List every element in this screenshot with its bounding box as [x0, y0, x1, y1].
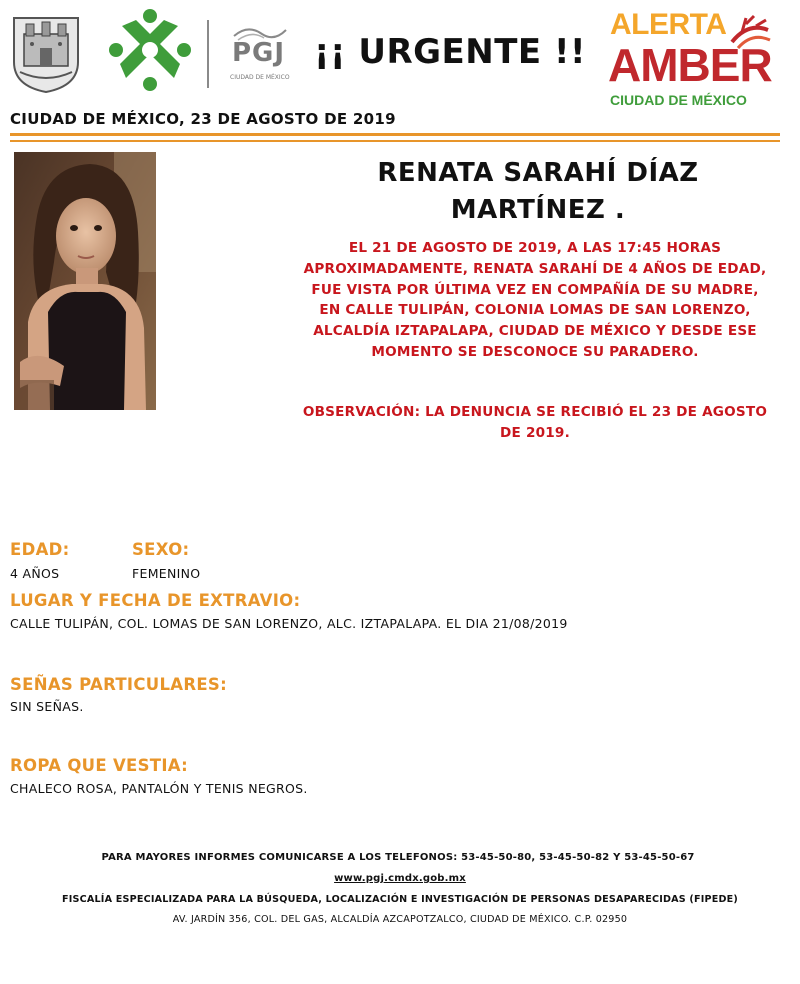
age-value: 4 AÑOS: [10, 566, 60, 581]
header-rule-top: [10, 133, 780, 136]
amber-alerta-text: ALERTA: [610, 8, 727, 41]
sex-value: FEMENINO: [132, 566, 201, 581]
place-value: CALLE TULIPÁN, COL. LOMAS DE SAN LORENZO, ALC. IZTAPALAPA. EL DIA 21/08/2019: [10, 616, 568, 631]
missing-person-name: [328, 155, 748, 229]
marks-value: SIN SEÑAS.: [10, 699, 84, 714]
footer-phones: PARA MAYORES INFORMES COMUNICARSE A LOS TELEFONOS: 53-45-50-80, 53-45-50-82 Y 53-45-50-67: [101, 852, 695, 863]
amber-city-text: CIUDAD DE MÉXICO: [610, 92, 747, 108]
missing-person-photo: [14, 152, 156, 410]
clothes-label: ROPA QUE VESTIA:: [10, 756, 189, 775]
marks-label: SEÑAS PARTICULARES:: [10, 675, 228, 694]
footer-address: AV. JARDÍN 356, COL. DEL GAS, ALCALDÍA AZCAPOTZALCO, CIUDAD DE MÉXICO. C.P. 02950: [172, 914, 628, 925]
alerta-amber-logo-icon: [606, 8, 790, 112]
city-seal-icon: [10, 12, 82, 94]
incident-description: EL 21 DE AGOSTO DE 2019, A LAS 17:45 HORAS APROXIMADAMENTE, RENATA SARAHÍ DE 4 AÑOS DE EDAD, FUE VISTA POR ÚLTIMA VEZ EN COMPAÑÍA DE SU MADRE, EN CALLE TULIPÁN, COLONIA LOMAS DE SAN LORENZO, ALCALDÍA IZTAPALAPA, CIUDAD DE MÉXICO Y DESDE ESE MOMENTO SE DESCONOCE SU PARADERO.: [303, 240, 767, 360]
cdmx-logo-icon: [106, 6, 194, 94]
name-line-2: MARTÍNEZ .: [450, 195, 626, 225]
footer-website-link[interactable]: www.pgj.cmdx.gob.mx: [334, 873, 466, 884]
header-divider: [207, 20, 209, 88]
age-label: EDAD:: [10, 540, 70, 559]
sex-label: SEXO:: [132, 540, 190, 559]
urgent-heading: ¡¡ URGENTE !!: [314, 32, 586, 72]
place-label: LUGAR Y FECHA DE EXTRAVIO:: [10, 591, 301, 610]
observation-note: OBSERVACIÓN: LA DENUNCIA SE RECIBIÓ EL 23 DE AGOSTO DE 2019.: [302, 404, 768, 441]
header-rule-bottom: [10, 140, 780, 142]
pgj-subtitle: CIUDAD DE MÉXICO: [230, 74, 290, 81]
clothes-value: CHALECO ROSA, PANTALÓN Y TENIS NEGROS.: [10, 781, 308, 796]
name-line-1: RENATA SARAHÍ DÍAZ: [377, 158, 699, 188]
footer-agency: FISCALÍA ESPECIALIZADA PARA LA BÚSQUEDA, LOCALIZACIÓN E INVESTIGACIÓN DE PERSONAS DESAPARECIDAS (FIPEDE): [61, 894, 739, 905]
pgj-text: PGJ: [232, 38, 286, 68]
amber-amber-text: AMBER: [608, 39, 772, 91]
dateline: CIUDAD DE MÉXICO, 23 DE AGOSTO DE 2019: [10, 110, 396, 128]
pgj-logo-icon: [228, 22, 294, 84]
